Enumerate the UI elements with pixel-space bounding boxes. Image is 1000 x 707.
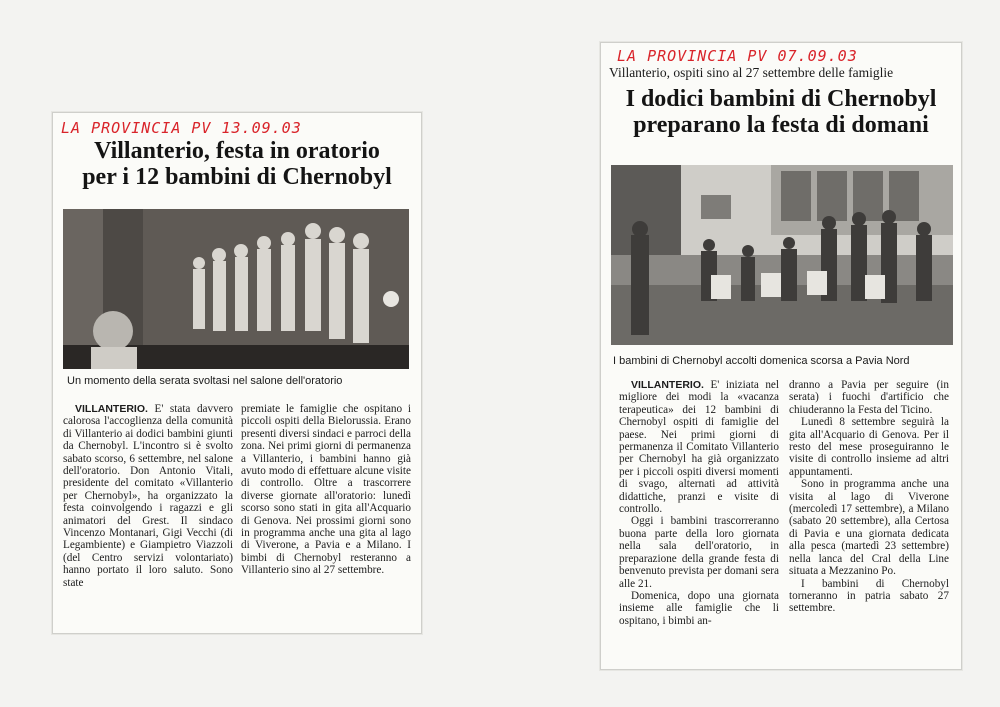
handwritten-source-note: LA PROVINCIA PV 07.09.03 — [617, 47, 858, 65]
newspaper-clipping-festa-oratorio — [52, 112, 422, 634]
headline-line-1: I dodici bambini di Chernobyl — [625, 86, 937, 112]
article-text-col2-p2: Lunedì 8 settembre seguirà la gita all'Acquario di Genova. Per il resto del mese proseguiranno le visite di controllo insieme ad altri appuntamenti. — [789, 416, 949, 478]
article-text-col1-p2: Oggi i bambini trascorreranno buona parte della loro giornata nella sala dell'oratorio, in preparazione della grande festa di benvenuto prevista per domani sera alle 21. — [619, 515, 779, 590]
photo-illustration — [611, 165, 953, 345]
article-column-1 — [63, 403, 233, 589]
headline — [57, 139, 417, 191]
article-text-col2-p4: I bambini di Chernobyl torneranno in patria sabato 27 settembre. — [789, 577, 949, 615]
background-bleed — [430, 60, 590, 660]
photo-illustration — [63, 209, 409, 369]
headline-line-1: Villanterio, festa in oratorio — [94, 138, 380, 164]
article-text-col2: premiate le famiglie che ospitano i piccoli ospiti della Bielorussia. Erano presenti diversi sindaci e parroci della zona. Nei primi giorni di permanenza a Villanterio, i bambini hanno già avuto modo di effettuare alcune visite di controllo. Oltre a trascorrere diverse giornate all'oratorio: lunedì scorso sono stati in gita all'Acquario di Genova. Nei prossimi giorni sono in programma anche una gita al lago di Viverone, a Pavia e a Milano. I bimbi di Chernobyl resteranno a Villanterio sino al 27 settembre. — [241, 403, 411, 577]
kicker: Villanterio, ospiti sino al 27 settembre delle famiglie — [609, 65, 894, 80]
dateline: VILLANTERIO. — [631, 379, 704, 391]
article-column-2 — [789, 379, 949, 615]
article-text-col1-p1: E' iniziata nel migliore dei modi la «vacanza terapeutica» dei 12 bambini di Chernobyl ospiti di famiglie del paese. Nei primi giorni di permanenza il Comitato Villanterio per Chernobyl ha già organizzato per i piccoli ospiti diversi momenti di svago, alternati ad attività didattiche, pranzi e visite di controllo. — [619, 379, 779, 516]
newspaper-clipping-festa-domani — [600, 42, 962, 670]
article-text-col1-p3: Domenica, dopo una giornata insieme alle famiglie che li ospitano, i bimbi an- — [619, 589, 779, 627]
photo-caption: Un momento della serata svoltasi nel salone dell'oratorio — [67, 375, 343, 387]
article-text-col2-p1: dranno a Pavia per seguire (in serata) i fuochi d'artificio che chiuderanno la Festa del Ticino. — [789, 379, 949, 416]
article-column-1 — [619, 379, 779, 627]
photo-caption: I bambini di Chernobyl accolti domenica scorsa a Pavia Nord — [613, 355, 910, 367]
dateline: VILLANTERIO. — [75, 403, 148, 415]
photo-children-on-stage — [63, 209, 409, 369]
headline — [605, 87, 957, 139]
handwritten-source-note: LA PROVINCIA PV 13.09.03 — [61, 119, 302, 137]
headline-line-2: per i 12 bambini di Chernobyl — [82, 163, 392, 190]
photo-children-welcome — [611, 165, 953, 345]
article-text-col2-p3: Sono in programma anche una visita al lago di Viverone (mercoledì 17 settembre), a Milano (sabato 20 settembre), alla Certosa di Pavia e una giornata dedicata alla pesca (martedì 23 settembre) nella lanca del Cral della Line situata a Mezzanino Po. — [789, 478, 949, 578]
article-text-col1: E' stata davvero calorosa l'accoglienza della comunità di Villanterio ai dodici bambini giunti da Chernobyl. L'incontro si è svolto sabato scorso, 6 settembre, nel salone dell'oratorio. Don Antonio Vitali, presidente del comitato «Villanterio per Chernobyl», ha organizzato la festa coinvolgendo i ragazzi e gli animatori del Grest. Il sindaco Vincenzo Montanari, Gigi Vecchi (di Legambiente) e Giampietro Viazzoli (del Centro servizi volontariato) hanno portato il loro saluto. Sono state — [63, 403, 233, 589]
headline-line-2: preparano la festa di domani — [633, 111, 929, 138]
article-column-2 — [241, 403, 411, 577]
